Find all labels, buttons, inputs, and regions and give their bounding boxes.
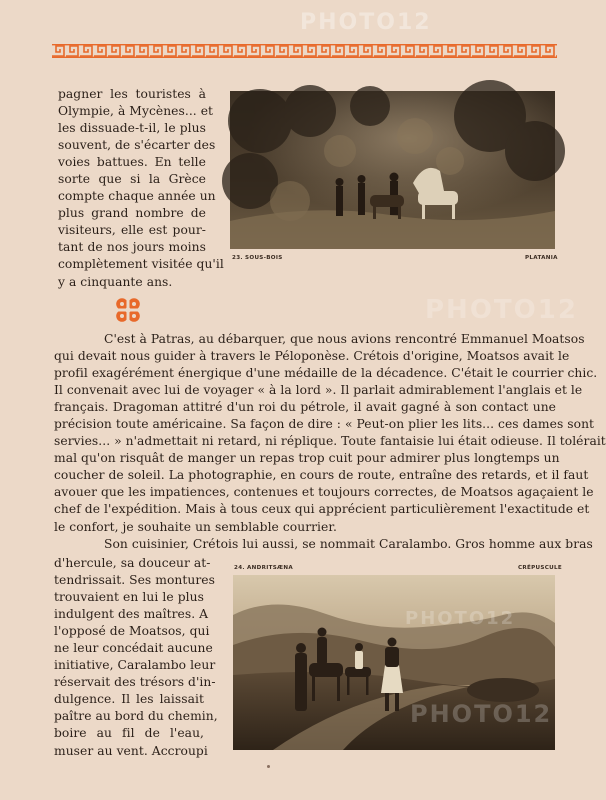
text-line: plus grand nombre de [58, 206, 206, 221]
text-line: français. Dragoman attitré d'un roi du pétrole, il avait gagné à son contact une [54, 400, 556, 415]
text-line: mal qu'on risquât de manger un repas trop cuit pour admirer plus longtemps un [54, 451, 560, 466]
text-line: le confort, je souhaite un semblable courrier. [54, 519, 337, 534]
column-top-left [58, 86, 224, 291]
text-line: muser au vent. Accroupi [54, 743, 208, 758]
column-bottom-left [54, 555, 218, 760]
text-line: Son cuisinier, Crétois lui aussi, se nommait Caralambo. Gros homme aux bras [104, 536, 593, 551]
text-line: les dissuade-t-il, le plus [58, 121, 206, 136]
text-line: pagner les touristes à [58, 87, 206, 101]
text-line: profil exagérément énergique d'une médaille de la décadence. C'était le courrier chic. [54, 366, 598, 381]
text-line: C'est à Patras, au débarquer, que nous avions rencontré Emmanuel Moatsos [104, 332, 585, 346]
text-line: y a cinquante ans. [58, 274, 173, 289]
text-line: Il convenait avec lui de voyager « à la lord ». Il parlait admirablement l'anglais et le [54, 383, 583, 398]
photo-1-caption-place: PLATANIA [525, 255, 558, 261]
text-line: complètement visitée qu'il [58, 257, 224, 272]
text-line: précision toute américaine. Sa façon de dire : « Peut-on plier les lits... ces dames sont [54, 417, 595, 432]
photo-andritsaena-crepuscule [233, 575, 555, 750]
text-line: l'opposé de Moatsos, qui [54, 624, 210, 639]
text-line: initiative, Caralambo leur [54, 658, 216, 673]
text-line: paître au bord du chemin, [54, 709, 218, 724]
photo-2-caption-place: CRÉPUSCULE [518, 565, 562, 571]
watermark-4: PHOTO12 [410, 700, 553, 728]
watermark-3: PHOTO12 [405, 608, 516, 629]
text-line: compte chaque année un [58, 189, 216, 204]
photo-1-caption-number: 23. SOUS-BOIS [232, 255, 283, 261]
photo-2-caption-number: 24. ANDRITSÆNA [234, 565, 294, 571]
text-line: coucher de soleil. La photographie, en cours de route, entraîne des retards, et il faut [54, 468, 589, 483]
text-line: ne leur concédait aucune [54, 641, 213, 656]
text-line: Olympie, à Mycènes... et [58, 104, 214, 119]
text-line: réservait des trésors d'in- [54, 675, 216, 690]
text-line: dulgence. Il les laissait [54, 692, 204, 707]
text-line: voies battues. En telle [58, 155, 206, 170]
watermark-2: PHOTO12 [425, 295, 578, 325]
text-line: qui devait nous guider à travers le Péloponèse. Crétois d'origine, Moatsos avait le [54, 349, 570, 364]
text-line: avouer que les impatiences, contenues et toujours correctes, de Moatsos agaçaient le [54, 485, 594, 500]
text-line: sorte que si la Grèce [58, 172, 206, 187]
text-line: tendrissait. Ses montures [54, 573, 215, 588]
text-line: chef de l'expédition. Mais à tous ceux qui apprécient particulièrement l'exactitude et [54, 502, 590, 517]
greek-key-border [52, 44, 557, 58]
text-line: boire au fil de l'eau, [54, 726, 204, 741]
text-line: servies... » n'admettait ni retard, ni réplique. Toute fantaisie lui était odieuse. Il tolérait [54, 434, 606, 449]
watermark-1: PHOTO12 [300, 10, 432, 35]
text-line: souvent, de s'écarter des [58, 138, 216, 153]
text-line: d'hercule, sa douceur at- [54, 556, 211, 570]
text-line: trouvaient en lui le plus [54, 590, 204, 605]
photo-sous-bois [230, 91, 555, 249]
text-line: visiteurs, elle est pour- [58, 223, 206, 238]
quatrefoil-ornament-icon [115, 297, 141, 323]
text-line: tant de nos jours moins [58, 240, 206, 255]
text-line: indulgent des maîtres. A [54, 607, 209, 622]
column-main [54, 331, 606, 553]
page-dot [267, 765, 270, 768]
